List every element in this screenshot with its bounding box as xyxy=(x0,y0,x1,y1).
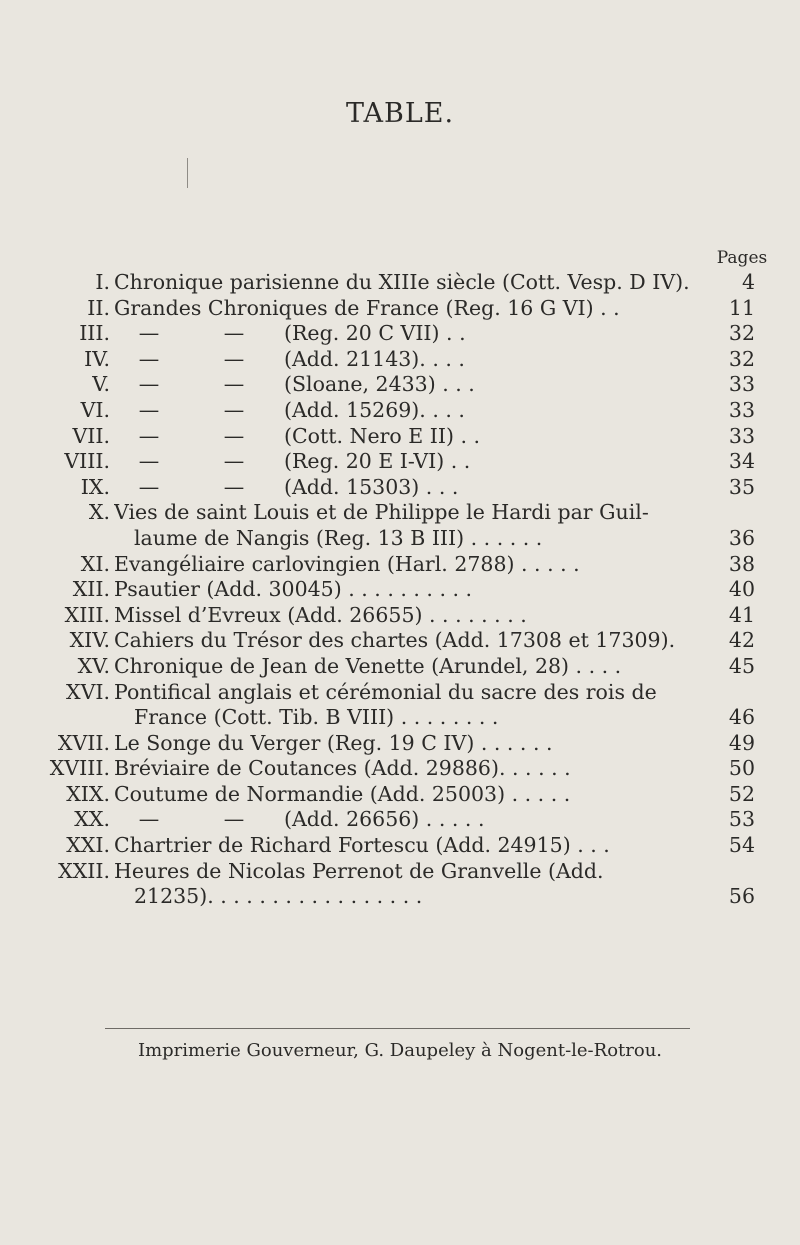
entry-title: Grandes Chroniques de France (Reg. 16 G VI) . . xyxy=(114,295,620,320)
entry-number: XXI. xyxy=(66,833,110,858)
ditto-mark: — xyxy=(223,321,245,346)
entry-number: III. xyxy=(79,321,110,346)
ditto-mark: — xyxy=(223,423,245,448)
toc-entry xyxy=(0,347,800,373)
ditto-mark: — xyxy=(138,423,160,448)
entry-number: XI. xyxy=(80,551,110,576)
entry-number: V. xyxy=(92,372,110,397)
page-number: 46 xyxy=(728,705,755,730)
entry-title: (Reg. 20 E I-VI) . . xyxy=(284,449,471,474)
entry-number: X. xyxy=(88,500,110,525)
entry-title: Evangéliaire carlovingien (Harl. 2788) . . . . . xyxy=(114,551,580,576)
entry-number: I. xyxy=(95,270,110,294)
ditto-mark: — xyxy=(138,372,160,397)
ditto-mark: — xyxy=(138,321,160,346)
entry-title: Chartrier de Richard Fortescu (Add. 24915) . . . xyxy=(114,833,610,858)
page-number: 50 xyxy=(728,756,755,781)
entry-title: 21235). . . . . . . . . . . . . . . . . xyxy=(134,884,423,909)
toc-entry xyxy=(0,552,800,578)
ditto-mark: — xyxy=(138,474,160,499)
entry-number: XV. xyxy=(77,653,110,678)
entry-title: (Add. 15303) . . . xyxy=(284,474,459,499)
toc-entry xyxy=(0,680,800,731)
toc-entry xyxy=(0,321,800,347)
ditto-mark: — xyxy=(223,346,245,371)
toc-entry xyxy=(0,654,800,680)
toc-entry xyxy=(0,628,800,654)
page-number: 42 xyxy=(728,628,755,653)
entry-number: VI. xyxy=(80,397,110,422)
toc-entry xyxy=(0,270,800,296)
entry-title: Psautier (Add. 30045) . . . . . . . . . . xyxy=(114,577,473,602)
toc-entry xyxy=(0,424,800,450)
entry-title: (Add. 15269). . . . xyxy=(284,397,465,422)
entry-title: Heures de Nicolas Perrenot de Granvelle (Add. xyxy=(114,858,604,883)
page-number: 41 xyxy=(728,602,755,627)
page-number: 56 xyxy=(728,884,755,909)
page-number: 32 xyxy=(728,346,755,371)
entry-number: XII. xyxy=(72,577,110,602)
entry-title: Coutume de Normandie (Add. 25003) . . . . . xyxy=(114,781,571,806)
page-number: 54 xyxy=(728,833,755,858)
page-number: 32 xyxy=(728,321,755,346)
entry-number: XIII. xyxy=(64,602,110,627)
toc-entry xyxy=(0,603,800,629)
page-number: 35 xyxy=(728,474,755,499)
entry-number: IV. xyxy=(84,346,110,371)
toc-entry xyxy=(0,577,800,603)
toc-entry xyxy=(0,756,800,782)
entry-title: (Cott. Nero E II) . . xyxy=(284,423,481,448)
toc-entry xyxy=(0,782,800,808)
entry-title: Cahiers du Trésor des chartes (Add. 17308 et 17309). xyxy=(114,628,676,653)
toc-entry xyxy=(0,449,800,475)
entry-title: (Reg. 20 C VII) . . xyxy=(284,321,466,346)
entry-title: Vies de saint Louis et de Philippe le Hardi par Guil- xyxy=(114,500,649,525)
page-number: 33 xyxy=(728,397,755,422)
toc-entry xyxy=(0,398,800,424)
entry-number: XVII. xyxy=(57,730,110,755)
page-number: 33 xyxy=(728,372,755,397)
entry-number: VIII. xyxy=(64,449,110,474)
entry-title: Chronique de Jean de Venette (Arundel, 28) . . . . xyxy=(114,653,622,678)
page-number: 49 xyxy=(728,730,755,755)
entry-number: XXII. xyxy=(58,858,110,883)
toc-entry xyxy=(0,807,800,833)
entry-title: (Add. 21143). . . . xyxy=(284,346,465,371)
toc-entry xyxy=(0,833,800,859)
page-number: 40 xyxy=(728,577,755,602)
ditto-mark: — xyxy=(223,372,245,397)
entry-title: Missel d’Evreux (Add. 26655) . . . . . . . . xyxy=(114,602,527,627)
page-title: TABLE. xyxy=(345,98,455,130)
toc-entry xyxy=(0,296,800,322)
entry-number: XX. xyxy=(74,807,110,832)
page-number: 38 xyxy=(728,551,755,576)
toc-entry xyxy=(0,731,800,757)
entry-title: (Sloane, 2433) . . . xyxy=(284,372,475,397)
page-number: 34 xyxy=(728,449,755,474)
entry-number: XIX. xyxy=(66,781,110,806)
page-number: 45 xyxy=(728,653,755,678)
entry-title: Le Songe du Verger (Reg. 19 C IV) . . . . . . xyxy=(114,730,553,755)
entry-title: Chronique parisienne du XIIIe siècle (Cott. Vesp. D IV). xyxy=(114,270,690,294)
entry-title: laume de Nangis (Reg. 13 B III) . . . . . . xyxy=(134,525,543,550)
ditto-mark: — xyxy=(138,397,160,422)
entry-number: II. xyxy=(87,295,110,320)
page-number: 36 xyxy=(728,525,755,550)
toc-entry xyxy=(0,475,800,501)
entry-number: IX. xyxy=(80,474,110,499)
ditto-mark: — xyxy=(223,397,245,422)
ditto-mark: — xyxy=(138,449,160,474)
toc-entry xyxy=(0,859,800,910)
page-number: 53 xyxy=(728,807,755,832)
page-number: 11 xyxy=(728,295,755,320)
printer-imprint: Imprimerie Gouverneur, G. Daupeley à Nogent-le-Rotrou. xyxy=(137,1040,663,1061)
ditto-mark: — xyxy=(138,807,160,832)
entry-number: XVI. xyxy=(65,679,110,704)
scan-artifact xyxy=(187,158,188,188)
toc-entry xyxy=(0,372,800,398)
entry-number: XIV. xyxy=(69,628,110,653)
table-of-contents xyxy=(0,270,800,910)
pages-column-header: Pages xyxy=(716,248,768,268)
entry-title: (Add. 26656) . . . . . xyxy=(284,807,485,832)
entry-title: France (Cott. Tib. B VIII) . . . . . . . . xyxy=(134,705,499,730)
ditto-mark: — xyxy=(138,346,160,371)
toc-entry xyxy=(0,500,800,551)
page-number: 52 xyxy=(728,781,755,806)
footer-divider xyxy=(105,1028,690,1029)
ditto-mark: — xyxy=(223,449,245,474)
entry-title: Bréviaire de Coutances (Add. 29886). . . . . . xyxy=(114,756,571,781)
entry-number: VII. xyxy=(72,423,110,448)
entry-number: XVIII. xyxy=(49,756,110,781)
page-number: 33 xyxy=(728,423,755,448)
ditto-mark: — xyxy=(223,474,245,499)
entry-title: Pontifical anglais et cérémonial du sacre des rois de xyxy=(114,679,657,704)
ditto-mark: — xyxy=(223,807,245,832)
page-number: 4 xyxy=(741,270,755,294)
